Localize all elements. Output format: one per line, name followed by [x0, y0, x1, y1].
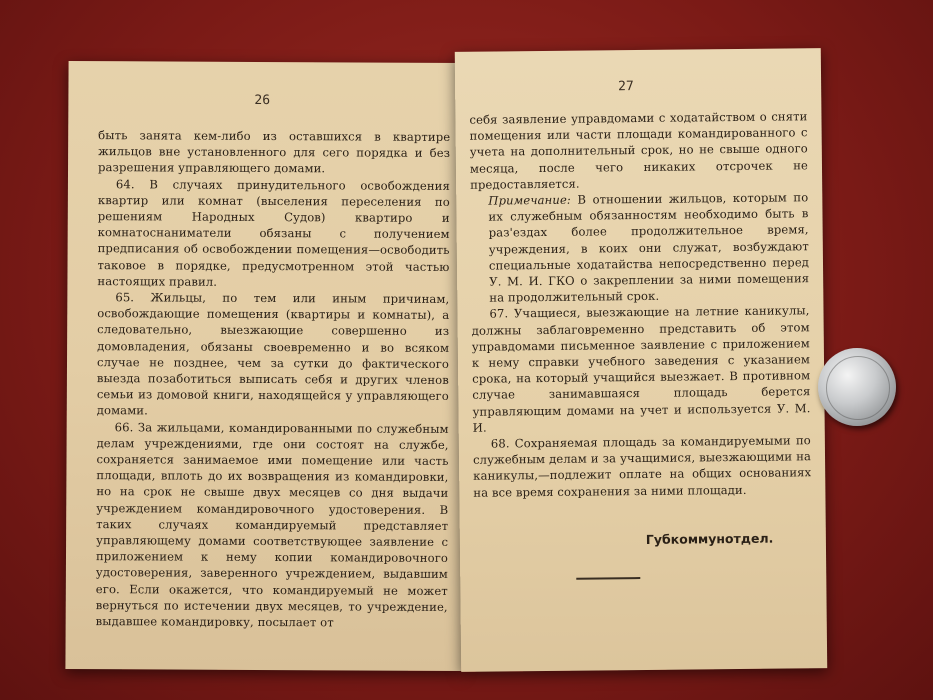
right-page: [455, 48, 827, 672]
note-label: Примечание:: [488, 192, 571, 208]
paragraph-67: 67. Учащиеся, выезжающие на летние каникулы, должны заблаговременно представить об этом управдомами письменное заявление с приложением к нему справки учебного заведения с указанием срока, на который учащийся выезжает. В противном случае занимавшаяся площадь берется управляющим домами на учет и используется У. М. И.: [471, 303, 811, 435]
paragraph-65: 65. Жильцы, по тем или иным причинам, освобождающие помещения (квартиры и комнаты), а следовательно, выезжающие совершенно из домовладения, обязаны своевременно и во всяком случае не позднее, чем за сутки до фактического выезда позаботиться выписать себя и других членов семьи из домовой книги, находящейся у управляющего домами.: [96, 290, 450, 418]
paragraph-66: 66. За жильцами, командированными по служебным делам учреждениями, где они состоят на службе, сохраняется занимаемое ими помещение или часть площади, вплоть до их возвращения из командировки, но на срок не свыше двух месяцев со дня выдачи учреждением командировочного удостоверения. В таких случаях командируемый представляет управляющему домами соответствующее заявление с приложением к нему копии командировочного удостоверения, заверенного учреждением, выдавшим его. Если окажется, что командируемый не может вернуться по истечении двух месяцев, то учреждение, выдавшее командировку, посылает от: [95, 419, 449, 630]
left-page: [65, 61, 464, 671]
page-number-left: 26: [254, 92, 271, 109]
note-text: В отношении жильцов, которым по их служебным обязанностям необходимо быть в раз'ездах более продолжительное время, учреждения, в коих они служат, возбуждают специальные ходатайства непосредственно перед У. М. И. ГКО о закреплении за ними помещения на продолжительный срок.: [488, 190, 810, 305]
page-number-right: 27: [618, 79, 634, 95]
paragraph-66-continuation: себя заявление управдомами с ходатайством о сняти помещения или части площади командированного с учета на дополнительный срок, но не свыше одного месяца, после чего никаких отсрочек не предоставляется.: [469, 109, 809, 192]
note-block: [470, 189, 809, 306]
left-page-text: [96, 127, 451, 631]
paragraph-64: 64. В случаях принудительного освобождения квартир или комнат (выселения переселения по решениям Народных Судов) квартиро и комнатоснаниматели обязаны с получением предписания об освобождении помещения—освободить таковое в порядке, предусмотренном этой частью настоящих правил.: [97, 176, 450, 289]
coin-emblem-icon: [826, 356, 890, 420]
paragraph-68: 68. Сохраняемая площадь за командируемыми по служебным делам и за учащимися, выезжающими на каникулы,—подлежит оплате на общих основаниях на все время сохранения за ними площади.: [472, 433, 812, 500]
coin-image: [818, 348, 896, 426]
signature: Губкоммунотдел.: [645, 530, 774, 547]
right-page-text: [469, 108, 811, 500]
paragraph-continuation: быть занята кем-либо из оставшихся в квартире жильцов вне установленного для сего порядка и без разрешения управляющего домами.: [98, 128, 451, 176]
closing-rule: [576, 577, 640, 579]
